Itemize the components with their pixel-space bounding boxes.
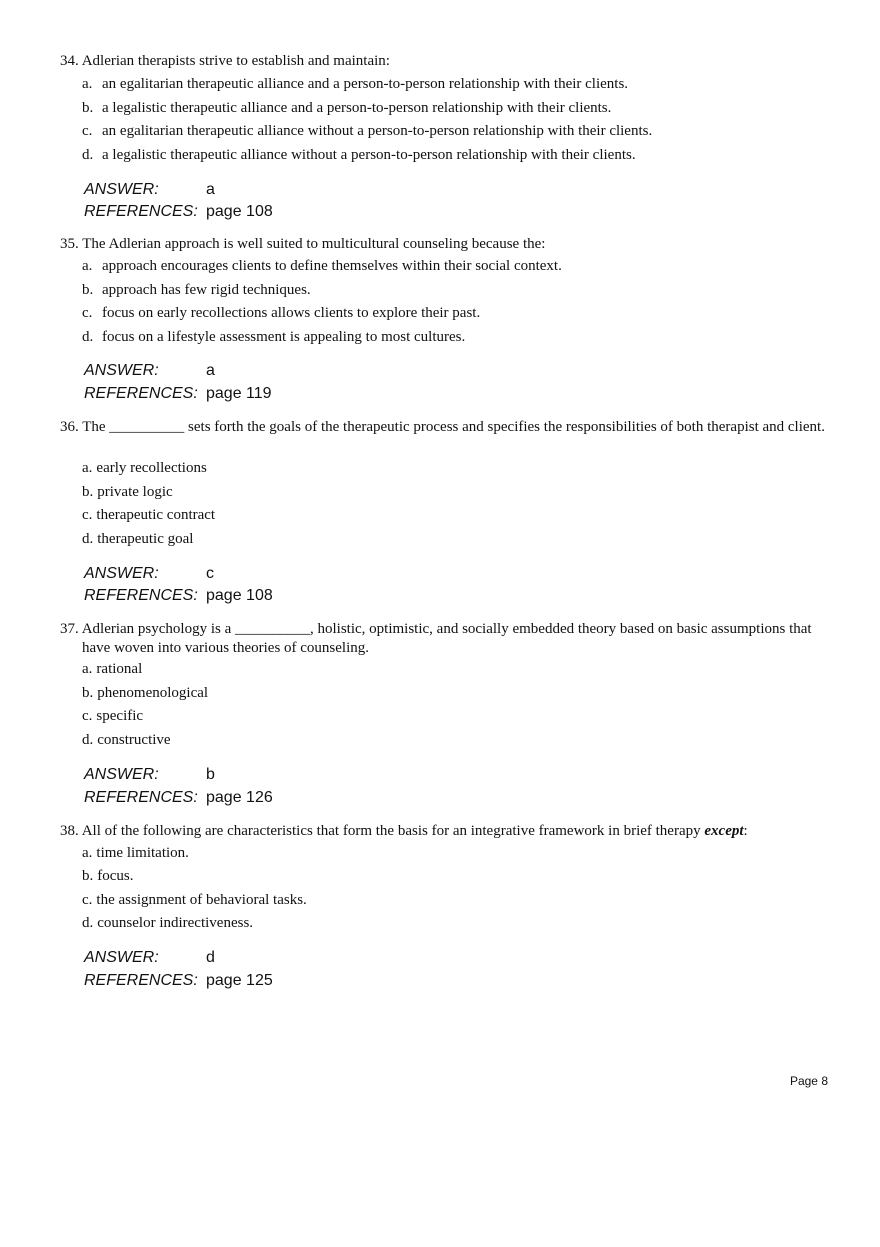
option-text: focus on early recollections allows clients to explore their past. bbox=[102, 305, 481, 321]
question-stem bbox=[60, 620, 842, 658]
option-text: the assignment of behavioral tasks. bbox=[96, 892, 307, 908]
references-row: REFERENCES: page 108 bbox=[84, 203, 273, 220]
references-value: page 125 bbox=[206, 972, 273, 989]
option-text: private logic bbox=[97, 484, 173, 500]
answer-value: c bbox=[206, 565, 214, 582]
option-a: a. time limitation. bbox=[82, 845, 189, 861]
option-d: d. therapeutic goal bbox=[82, 531, 194, 547]
option-c: c. focus on early recollections allows clients to explore their past. bbox=[82, 305, 481, 321]
answer-row: ANSWER: a bbox=[84, 181, 215, 198]
option-text: rational bbox=[96, 661, 143, 677]
option-c: c. specific bbox=[82, 708, 144, 724]
option-text: time limitation. bbox=[96, 845, 189, 861]
option-d: d. counselor indirectiveness. bbox=[82, 915, 254, 931]
option-d: d. a legalistic therapeutic alliance without a person-to-person relationship with their clients. bbox=[82, 147, 636, 163]
option-b: b. a legalistic therapeutic alliance and a person-to-person relationship with their clients. bbox=[82, 100, 612, 116]
option-c: c. therapeutic contract bbox=[82, 507, 216, 523]
option-d: d. focus on a lifestyle assessment is appealing to most cultures. bbox=[82, 329, 466, 345]
option-text: an egalitarian therapeutic alliance without a person-to-person relationship with their clients. bbox=[102, 123, 653, 139]
option-a: a. early recollections bbox=[82, 460, 207, 476]
option-text: therapeutic contract bbox=[96, 507, 216, 523]
option-b: b. approach has few rigid techniques. bbox=[82, 282, 311, 298]
option-a: a. an egalitarian therapeutic alliance and a person-to-person relationship with their clients. bbox=[82, 76, 629, 92]
option-d: d. constructive bbox=[82, 732, 171, 748]
references-row: REFERENCES: page 126 bbox=[84, 789, 273, 806]
answer-row: ANSWER: a bbox=[84, 362, 215, 379]
option-a: a. rational bbox=[82, 661, 143, 677]
references-value: page 108 bbox=[206, 203, 273, 220]
question-number: 34. bbox=[60, 53, 79, 69]
option-text: approach encourages clients to define themselves within their social context. bbox=[102, 258, 562, 274]
option-text: approach has few rigid techniques. bbox=[102, 282, 311, 298]
references-value: page 108 bbox=[206, 587, 273, 604]
answer-value: a bbox=[206, 362, 215, 379]
question-stem bbox=[60, 235, 820, 254]
option-a: a. approach encourages clients to define themselves within their social context. bbox=[82, 258, 562, 274]
option-text: constructive bbox=[97, 732, 171, 748]
question-stem bbox=[60, 822, 820, 841]
answer-value: d bbox=[206, 949, 215, 966]
option-text: early recollections bbox=[96, 460, 207, 476]
option-text: counselor indirectiveness. bbox=[97, 915, 254, 931]
question-emphasis: except bbox=[704, 823, 744, 839]
question-number: 37. bbox=[60, 621, 79, 637]
references-row: REFERENCES: page 119 bbox=[84, 385, 272, 402]
references-row: REFERENCES: page 125 bbox=[84, 972, 273, 989]
question-number: 36. bbox=[60, 419, 79, 435]
answer-row: ANSWER: d bbox=[84, 949, 215, 966]
answer-value: b bbox=[206, 766, 215, 783]
option-text: phenomenological bbox=[97, 685, 209, 701]
option-text: a legalistic therapeutic alliance and a person-to-person relationship with their clients. bbox=[102, 100, 612, 116]
option-b: b. phenomenological bbox=[82, 685, 209, 701]
option-text: a legalistic therapeutic alliance without a person-to-person relationship with their clients. bbox=[102, 147, 636, 163]
option-c: c. the assignment of behavioral tasks. bbox=[82, 892, 307, 908]
references-value: page 126 bbox=[206, 789, 273, 806]
option-text: focus. bbox=[97, 868, 134, 884]
question-number: 38. bbox=[60, 823, 79, 839]
option-text: therapeutic goal bbox=[97, 531, 194, 547]
option-b: b. private logic bbox=[82, 484, 173, 500]
question-text: Adlerian psychology is a __________, holistic, optimistic, and socially embedded theory based on basic assumptions that have woven into various theories of counseling. bbox=[81, 621, 812, 656]
answer-row: ANSWER: b bbox=[84, 766, 215, 783]
option-text: specific bbox=[96, 708, 144, 724]
question-text-end: : bbox=[743, 823, 748, 839]
question-number: 35. bbox=[60, 236, 79, 252]
page-number: Page 8 bbox=[789, 1074, 828, 1088]
option-text: an egalitarian therapeutic alliance and a person-to-person relationship with their clients. bbox=[102, 76, 629, 92]
option-text: focus on a lifestyle assessment is appealing to most cultures. bbox=[102, 329, 466, 345]
question-text: The Adlerian approach is well suited to multicultural counseling because the: bbox=[82, 236, 546, 252]
question-text: Adlerian therapists strive to establish and maintain: bbox=[81, 53, 390, 69]
question-stem bbox=[60, 52, 820, 71]
option-c: c. an egalitarian therapeutic alliance without a person-to-person relationship with their clients. bbox=[82, 123, 653, 139]
references-value: page 119 bbox=[206, 385, 272, 402]
answer-row: ANSWER: c bbox=[84, 565, 214, 582]
references-row: REFERENCES: page 108 bbox=[84, 587, 273, 604]
answer-value: a bbox=[206, 181, 215, 198]
question-stem bbox=[60, 418, 842, 437]
option-b: b. focus. bbox=[82, 868, 134, 884]
question-text: The __________ sets forth the goals of the therapeutic process and specifies the responsibilities of both therapist and client. bbox=[82, 419, 825, 435]
question-text: All of the following are characteristics that form the basis for an integrative framework in brief therapy bbox=[81, 823, 701, 839]
